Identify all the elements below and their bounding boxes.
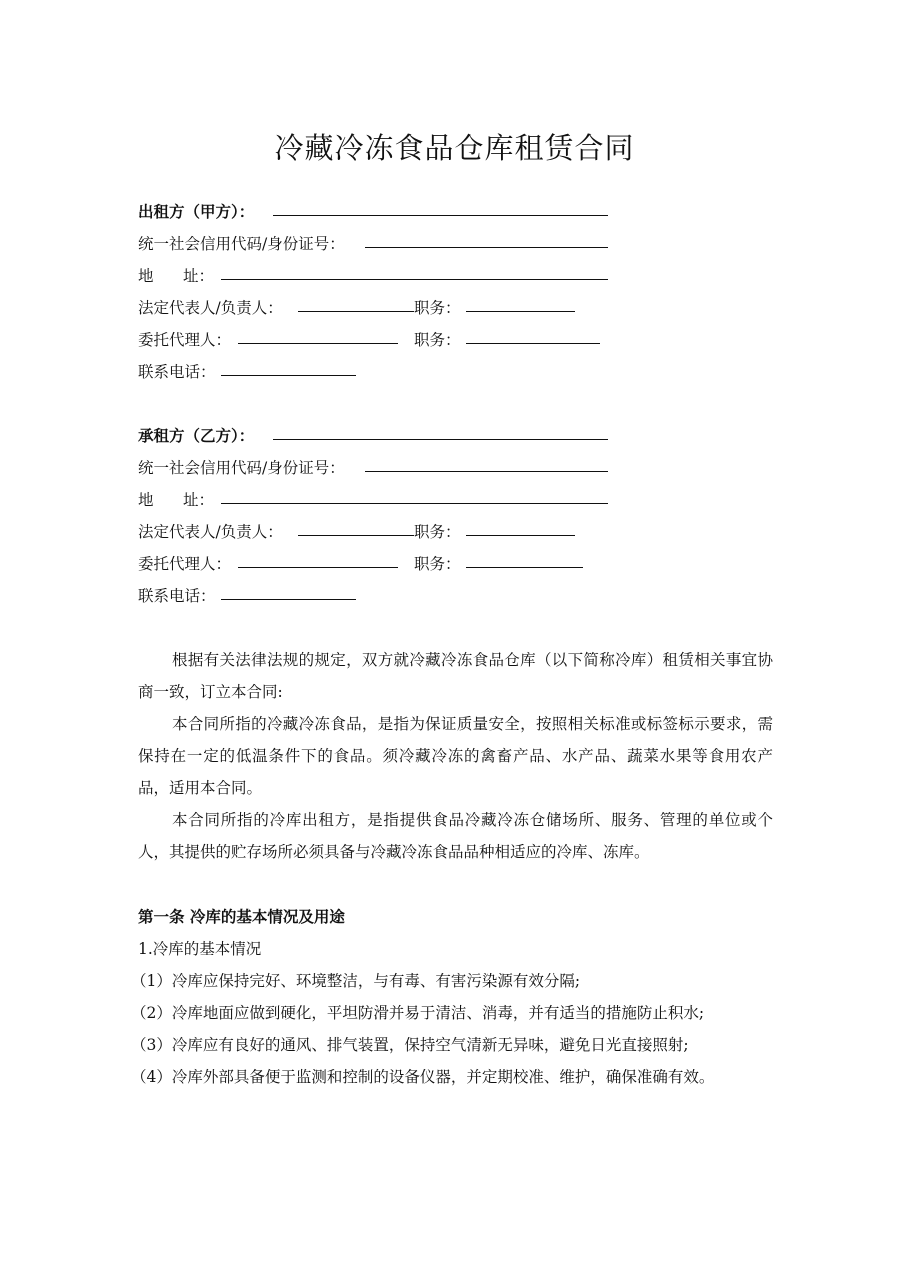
lessee-position-label: 职务： bbox=[414, 523, 461, 541]
article1-subheading: 1.冷库的基本情况 bbox=[138, 940, 262, 958]
lessor-phone-label: 联系电话： bbox=[138, 363, 216, 381]
preamble-paragraph: 本合同所指的冷藏冷冻食品，是指为保证质量安全，按照相关标准或标签标示要求，需保持在一定的低温条件下的食品。须冷藏冷冻的禽畜产品、水产品、蔬菜水果等食用农产品，适用本合同。 bbox=[138, 715, 773, 797]
lessee-credit-code-blank[interactable] bbox=[365, 471, 608, 472]
lessee-position-blank[interactable] bbox=[466, 535, 575, 536]
article1-item: （3）冷库应有良好的通风、排气装置，保持空气清新无异味，避免日光直接照射; bbox=[131, 1036, 689, 1054]
lessor-position-blank[interactable] bbox=[466, 311, 575, 312]
lessor-name-blank[interactable] bbox=[273, 215, 608, 216]
lessor-agent-position-label: 职务： bbox=[414, 331, 461, 349]
lessee-credit-code-label: 统一社会信用代码/身份证号： bbox=[138, 459, 345, 477]
lessor-credit-code-blank[interactable] bbox=[365, 247, 608, 248]
lessee-agent-label: 委托代理人： bbox=[138, 555, 232, 573]
article1-heading: 第一条 冷库的基本情况及用途 bbox=[138, 907, 345, 926]
lessor-address-label: 地 址： bbox=[138, 267, 215, 285]
lessee-phone-blank[interactable] bbox=[221, 599, 356, 600]
lessee-legal-rep-label: 法定代表人/负责人： bbox=[138, 523, 283, 541]
lessor-heading: 出租方（甲方）： bbox=[138, 202, 255, 221]
lessee-legal-rep-blank[interactable] bbox=[298, 535, 414, 536]
preamble-paragraph: 本合同所指的冷库出租方，是指提供食品冷藏冷冻仓储场所、服务、管理的单位或个人，其提供的贮存场所必须具备与冷藏冷冻食品品种相适应的冷库、冻库。 bbox=[138, 811, 773, 861]
lessee-address-blank[interactable] bbox=[221, 503, 608, 504]
lessor-agent-position-blank[interactable] bbox=[466, 343, 600, 344]
lessee-agent-blank[interactable] bbox=[238, 567, 398, 568]
lessee-address-label: 地 址： bbox=[138, 491, 215, 509]
article1-item: （2）冷库地面应做到硬化，平坦防滑并易于清洁、消毒，并有适当的措施防止积水; bbox=[131, 1004, 705, 1022]
lessee-agent-position-label: 职务： bbox=[414, 555, 461, 573]
lessee-phone-label: 联系电话： bbox=[138, 587, 216, 605]
preamble-paragraph: 根据有关法律法规的规定，双方就冷藏冷冻食品仓库（以下简称冷库）租赁相关事宜协商一致，订立本合同: bbox=[138, 651, 773, 701]
lessee-name-blank[interactable] bbox=[273, 439, 608, 440]
lessor-phone-blank[interactable] bbox=[221, 375, 356, 376]
lessor-address-blank[interactable] bbox=[221, 279, 608, 280]
page-title: 冷藏冷冻食品仓库租赁合同 bbox=[274, 131, 635, 165]
lessor-agent-blank[interactable] bbox=[238, 343, 398, 344]
lessor-agent-label: 委托代理人： bbox=[138, 331, 232, 349]
lessor-legal-rep-blank[interactable] bbox=[298, 311, 414, 312]
lessee-agent-position-blank[interactable] bbox=[466, 567, 583, 568]
lessor-credit-code-label: 统一社会信用代码/身份证号： bbox=[138, 235, 345, 253]
article1-item: （1）冷库应保持完好、环境整洁，与有毒、有害污染源有效分隔; bbox=[131, 972, 581, 990]
lessor-legal-rep-label: 法定代表人/负责人： bbox=[138, 299, 283, 317]
lessor-position-label: 职务： bbox=[414, 299, 461, 317]
preamble bbox=[138, 644, 773, 868]
lessee-heading: 承租方（乙方）： bbox=[138, 426, 255, 445]
article1-item: （4）冷库外部具备便于监测和控制的设备仪器，并定期校准、维护，确保准确有效。 bbox=[131, 1068, 715, 1086]
